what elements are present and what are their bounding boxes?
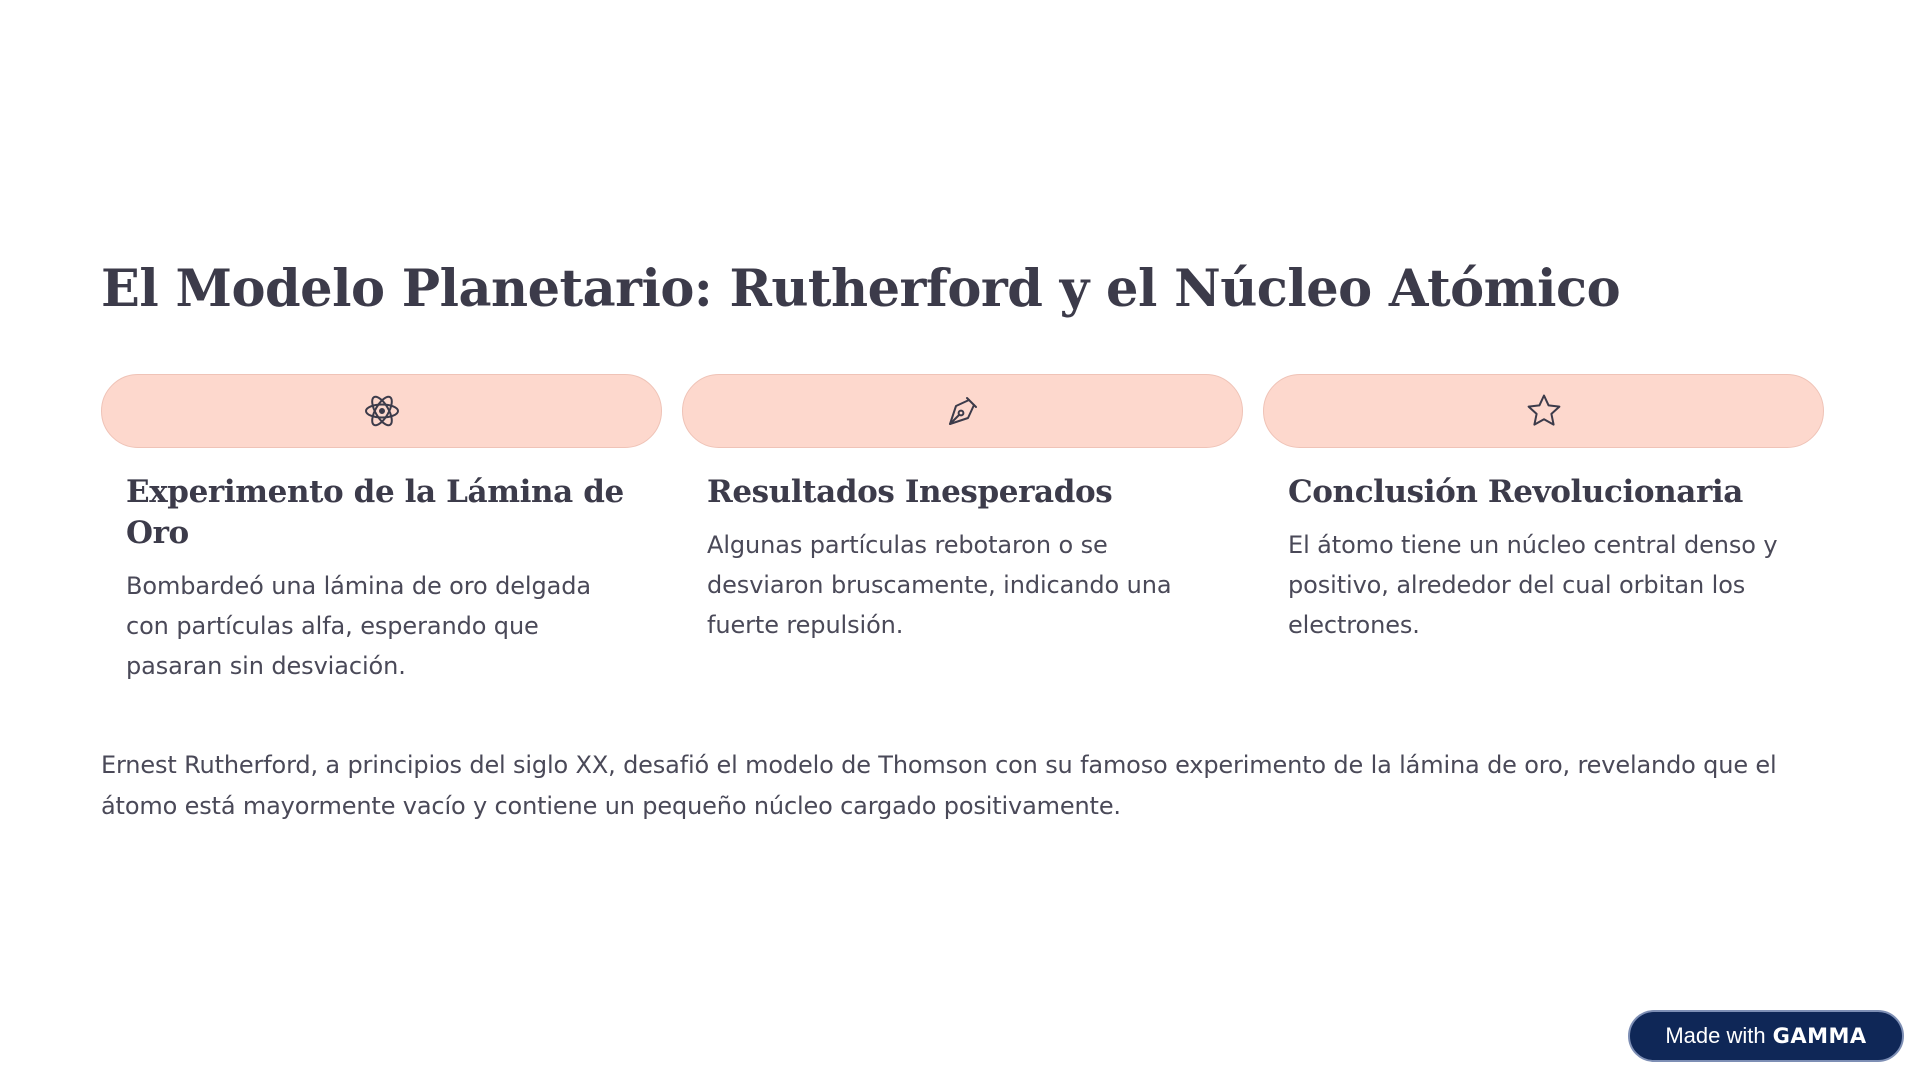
made-with-gamma-badge[interactable]	[1628, 1010, 1904, 1062]
card-icon-banner	[1263, 374, 1824, 448]
card-title: Resultados Inesperados	[707, 474, 1113, 510]
star-icon	[1524, 391, 1564, 431]
card-icon-banner	[682, 374, 1243, 448]
card-body	[1263, 448, 1824, 645]
card-title: Conclusión Revolucionaria	[1288, 474, 1743, 510]
card-row	[101, 374, 1825, 686]
card-text: El átomo tiene un núcleo central denso y positivo, alrededor del cual orbitan los electrones.	[1288, 531, 1778, 639]
atom-icon	[362, 391, 402, 431]
badge-prefix: Made with	[1665, 1023, 1766, 1048]
card-title: Experimento de la Lámina de Oro	[126, 474, 624, 551]
card-icon-banner	[101, 374, 662, 448]
card-experiment	[101, 374, 662, 686]
pen-nib-icon	[943, 391, 983, 431]
card-text: Algunas partículas rebotaron o se desviaron bruscamente, indicando una fuerte repulsión.	[707, 531, 1172, 639]
card-text: Bombardeó una lámina de oro delgada con partículas alfa, esperando que pasaran sin desviación.	[126, 572, 591, 680]
card-conclusion	[1263, 374, 1824, 686]
card-results	[682, 374, 1243, 686]
card-body	[101, 448, 662, 686]
summary-paragraph: Ernest Rutherford, a principios del siglo XX, desafió el modelo de Thomson con su famoso experimento de la lámina de oro, revelando que el átomo está mayormente vacío y contiene un pequeño núcleo cargado positivamente.	[101, 751, 1777, 820]
slide-title: El Modelo Planetario: Rutherford y el Núcleo Atómico	[101, 259, 1621, 319]
card-body	[682, 448, 1243, 645]
gamma-logo: GAMMA	[1772, 1024, 1867, 1048]
